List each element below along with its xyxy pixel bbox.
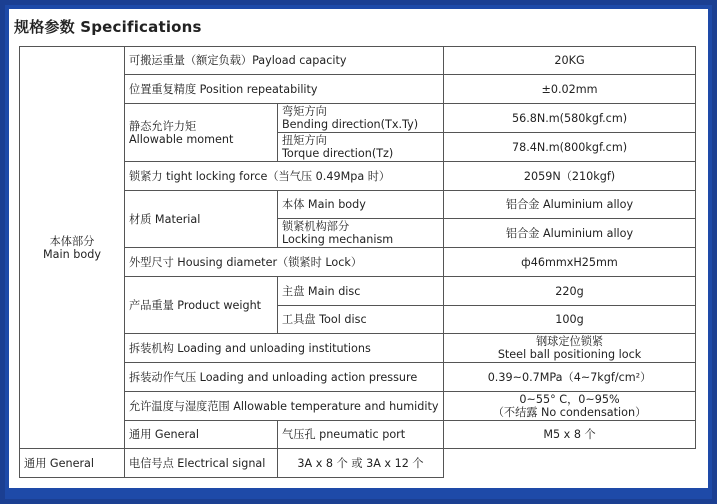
general2-label: 通用 General xyxy=(20,449,125,478)
table-row xyxy=(20,47,696,75)
bending-sub: 弯矩方向 Bending direction(Tx.Ty) xyxy=(278,104,444,133)
general1-sub: 气压孔 pneumatic port xyxy=(278,421,444,449)
group-label: 本体部分 Main body xyxy=(20,47,125,449)
general1-value: M5 x 8 个 xyxy=(444,421,696,449)
material-lock-value: 铝合金 Aluminium alloy xyxy=(444,219,696,248)
torque-sub: 扭矩方向 Torque direction(Tz) xyxy=(278,133,444,162)
material-lock-sub: 锁紧机构部分 Locking mechanism xyxy=(278,219,444,248)
housing-value: ф46mmxH25mm xyxy=(444,248,696,277)
weight-tool-sub: 工具盘 Tool disc xyxy=(278,306,444,334)
temp-label: 允许温度与湿度范围 Allowable temperature and humidity xyxy=(125,392,444,421)
general2-sub: 电信号点 Electrical signal xyxy=(125,449,278,478)
material-main-sub: 本体 Main body xyxy=(278,191,444,219)
weight-tool-value: 100g xyxy=(444,306,696,334)
payload-label: 可搬运重量（额定负载）Payload capacity xyxy=(125,47,444,75)
pressure-label: 拆装动作气压 Loading and unloading action pressure xyxy=(125,363,444,392)
weight-main-sub: 主盘 Main disc xyxy=(278,277,444,306)
bending-value: 56.8N.m(580kgf.cm) xyxy=(444,104,696,133)
weight-label: 产品重量 Product weight xyxy=(125,277,278,334)
spec-table xyxy=(19,46,696,478)
loading-label: 拆装机构 Loading and unloading institutions xyxy=(125,334,444,363)
table-row xyxy=(20,449,696,478)
page-title: 规格参数 Specifications xyxy=(14,18,202,36)
locking-force-label: 锁紧力 tight locking force（当气压 0.49Mpa 时） xyxy=(125,162,444,191)
torque-value: 78.4N.m(800kgf.cm) xyxy=(444,133,696,162)
moment-label: 静态允许力矩 Allowable moment xyxy=(125,104,278,162)
payload-value: 20KG xyxy=(444,47,696,75)
general1-label: 通用 General xyxy=(125,421,278,449)
weight-main-value: 220g xyxy=(444,277,696,306)
material-label: 材质 Material xyxy=(125,191,278,248)
pressure-value: 0.39~0.7MPa（4~7kgf/cm²） xyxy=(444,363,696,392)
locking-force-value: 2059N（210kgf) xyxy=(444,162,696,191)
loading-value: 钢球定位锁紧 Steel ball positioning lock xyxy=(444,334,696,363)
repeat-value: ±0.02mm xyxy=(444,75,696,104)
general2-value: 3A x 8 个 或 3A x 12 个 xyxy=(278,449,444,478)
temp-value: 0~55° C，0~95% （不结露 No condensation） xyxy=(444,392,696,421)
repeat-label: 位置重复精度 Position repeatability xyxy=(125,75,444,104)
housing-label: 外型尺寸 Housing diameter（锁紧时 Lock） xyxy=(125,248,444,277)
material-main-value: 铝合金 Aluminium alloy xyxy=(444,191,696,219)
